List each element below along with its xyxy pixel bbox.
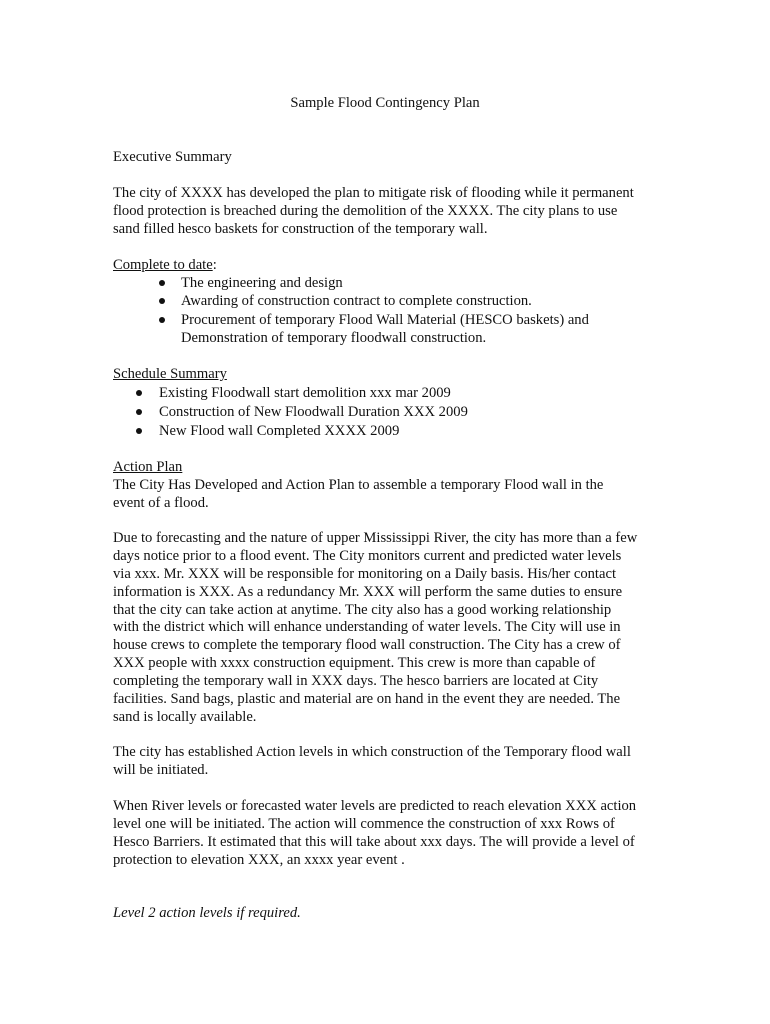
- bullet-dot: [159, 298, 165, 304]
- complete-to-date-colon: :: [212, 257, 217, 273]
- list-item: Existing Floodwall start demolition xxx mar 2009: [159, 385, 451, 401]
- executive-summary-line: flood protection is breached during the demolition of the XXXX. The city plans to use: [113, 203, 618, 219]
- executive-summary-line: The city of XXXX has developed the plan to mitigate risk of flooding while it permanent: [113, 185, 634, 201]
- bullet-dot: [159, 280, 165, 286]
- list-item-continuation: Demonstration of temporary floodwall construction.: [181, 330, 487, 346]
- list-item: Construction of New Floodwall Duration XXX 2009: [159, 404, 468, 420]
- complete-to-date-heading: [113, 256, 217, 274]
- paragraph-line: XXX people with xxxx construction equipment. This crew is more than capable of: [113, 655, 596, 671]
- paragraph-line: completing the temporary wall in XXX days. The hesco barriers are located at City: [113, 673, 599, 689]
- list-item: The engineering and design: [181, 275, 343, 291]
- bullet-dot: [136, 428, 142, 434]
- paragraph-line: with the district which will enhance understanding of water levels. The City will use in: [113, 619, 621, 635]
- page-title: Sample Flood Contingency Plan: [290, 95, 480, 111]
- bullet-dot: [159, 317, 165, 323]
- paragraph-line: days notice prior to a flood event. The City monitors current and predicted water levels: [113, 548, 622, 564]
- list-item: Awarding of construction contract to complete construction.: [181, 293, 532, 309]
- paragraph-line: level one will be initiated. The action will commence the construction of xxx Rows of: [113, 816, 615, 832]
- paragraph-line: The city has established Action levels in which construction of the Temporary flood wall: [113, 744, 631, 760]
- paragraph-line: information is XXX. As a redundancy Mr. XXX will perform the same duties to ensure: [113, 584, 623, 600]
- paragraph-line: via xxx. Mr. XXX will be responsible for monitoring on a Daily basis. His/her contact: [113, 566, 616, 582]
- paragraph-line: protection to elevation XXX, an xxxx year event .: [113, 852, 405, 868]
- paragraph-line: will be initiated.: [113, 762, 209, 778]
- executive-summary-line: sand filled hesco baskets for construction of the temporary wall.: [113, 221, 488, 237]
- bullet-dot: [136, 409, 142, 415]
- executive-summary-heading: Executive Summary: [113, 149, 232, 165]
- paragraph-line: When River levels or forecasted water levels are predicted to reach elevation XXX action: [113, 798, 637, 814]
- schedule-summary-heading: Schedule Summary: [113, 366, 227, 382]
- level-2-note: Level 2 action levels if required.: [113, 905, 301, 921]
- list-item: Procurement of temporary Flood Wall Material (HESCO baskets) and: [181, 312, 589, 328]
- action-plan-intro-line: event of a flood.: [113, 495, 209, 511]
- paragraph-line: Due to forecasting and the nature of upper Mississippi River, the city has more than a few: [113, 530, 638, 546]
- action-plan-intro-line: The City Has Developed and Action Plan to assemble a temporary Flood wall in the: [113, 477, 604, 493]
- complete-to-date-label: Complete to date: [113, 257, 213, 273]
- action-plan-heading: Action Plan: [113, 459, 183, 475]
- paragraph-line: sand is locally available.: [113, 709, 257, 725]
- bullet-dot: [136, 390, 142, 396]
- paragraph-line: house crews to complete the temporary flood wall construction. The City has a crew of: [113, 637, 621, 653]
- paragraph-line: Hesco Barriers. It estimated that this will take about xxx days. The will provide a level of: [113, 834, 635, 850]
- paragraph-line: facilities. Sand bags, plastic and material are on hand in the event they are needed. The: [113, 691, 621, 707]
- paragraph-line: that the city can take action at anytime. The city also has a good working relationship: [113, 602, 612, 618]
- list-item: New Flood wall Completed XXXX 2009: [159, 423, 400, 439]
